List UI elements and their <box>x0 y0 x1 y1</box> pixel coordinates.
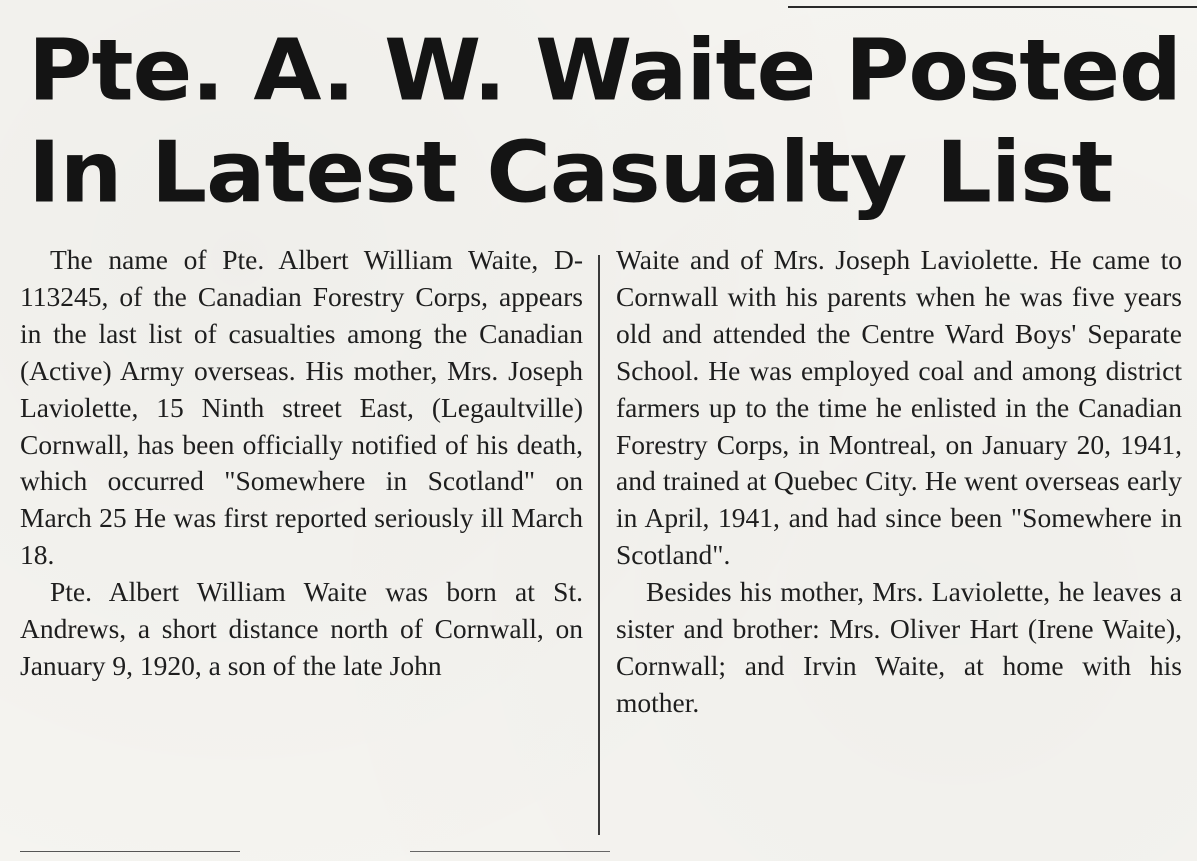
bottom-rule-secondary <box>410 851 610 852</box>
article-paragraph-2-continued: Waite and of Mrs. Joseph Laviolette. He came to Cornwall with his parents when he was five years old and attended the Centre Ward Boys' Separate School. He was employed coal and among district farmers up to the time he enlisted in the Canadian Forestry Corps, in Montreal, on January 20, 1941, and trained at Quebec City. He went overseas early in April, 1941, and had since been "Somewhere in Scotland". <box>616 244 1182 571</box>
column-divider <box>598 255 600 835</box>
article-column-right <box>616 242 1182 722</box>
article-paragraph-2: Pte. Albert William Waite was born at St. Andrews, a short distance north of Cornwall, on January 9, 1920, a son of the late John <box>20 576 583 681</box>
headline-line-1: Pte. A. W. Waite Posted <box>28 20 1182 120</box>
article-paragraph-1: The name of Pte. Albert William Waite, D-113245, of the Canadian Forestry Corps, appears in the last list of casualties among the Canadian (Active) Army overseas. His mother, Mrs. Joseph Laviolette, 15 Ninth street East, (Legaultville) Cornwall, has been officially notified of his death, which occurred "Somewhere in Scotland" on March 25 He was first reported seriously ill March 18. <box>20 244 583 571</box>
article-column-left <box>20 242 583 685</box>
headline <box>28 20 1182 224</box>
bottom-rule <box>20 851 240 852</box>
top-rule <box>788 6 1197 8</box>
article-paragraph-3: Besides his mother, Mrs. Laviolette, he leaves a sister and brother: Mrs. Oliver Hart (Irene Waite), Cornwall; and Irvin Waite, at home with his mother. <box>616 576 1182 718</box>
headline-line-2: In Latest Casualty List <box>28 122 1113 222</box>
